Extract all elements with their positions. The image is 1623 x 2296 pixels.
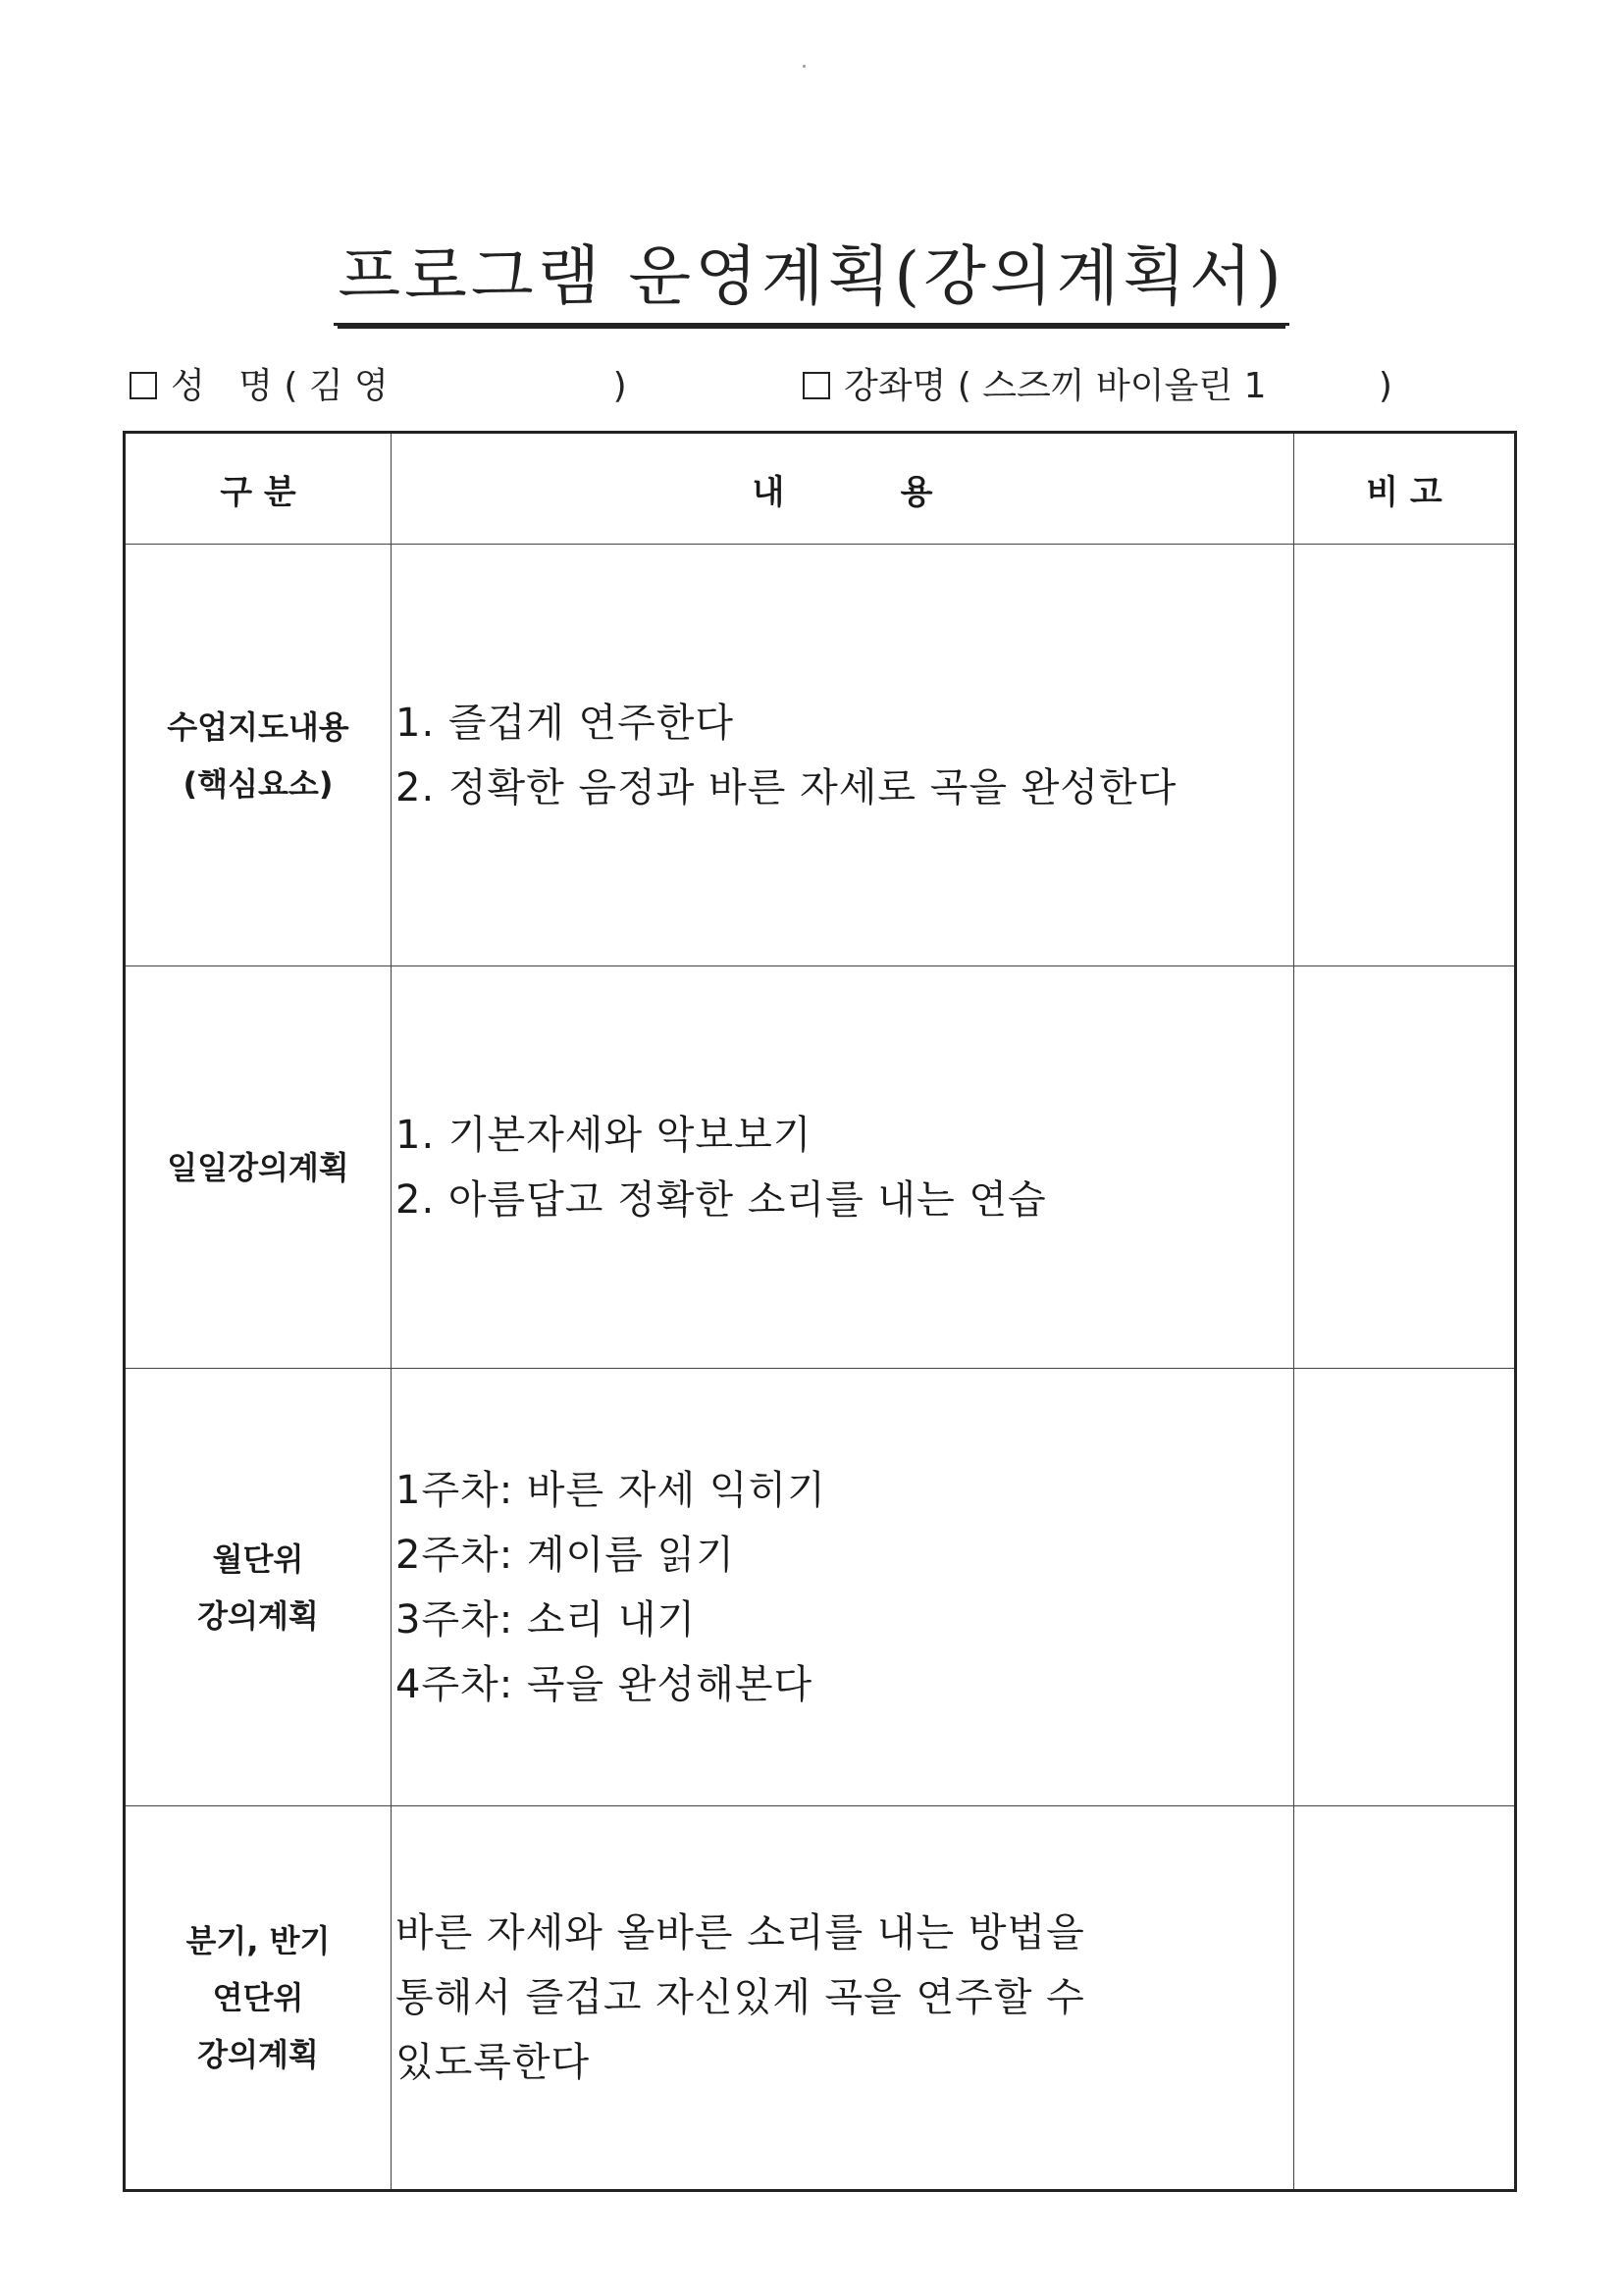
content-line: 바른 자세와 올바른 소리를 내는 방법을: [395, 1910, 1085, 1956]
row-label: [125, 966, 392, 1369]
table-row: [125, 1369, 1516, 1806]
row-content: [392, 1806, 1294, 2191]
row-label: [125, 1369, 392, 1806]
row-label-line: (핵심요소): [183, 764, 334, 803]
content-line: 2. 아름답고 정확한 소리를 내는 연습: [395, 1176, 1047, 1223]
checkbox-icon[interactable]: [130, 372, 157, 399]
table-row: [125, 1806, 1516, 2191]
page-title-text: 프로그램 운영계획(강의계획서): [334, 224, 1288, 326]
row-remarks: [1294, 1806, 1516, 2191]
scan-speck: [803, 65, 806, 68]
content-line: 2주차: 계이름 읽기: [395, 1532, 735, 1578]
row-content: [392, 545, 1294, 966]
instructor-name-text: 성 명 ( 김 영 ): [171, 366, 627, 406]
header-content: 내 용: [392, 433, 1294, 545]
row-label: [125, 1806, 392, 2191]
row-content: [392, 1369, 1294, 1806]
page-title: [0, 224, 1623, 326]
row-remarks: [1294, 966, 1516, 1369]
row-label-line: 일일강의계획: [167, 1148, 349, 1186]
content-line: 3주차: 소리 내기: [395, 1596, 697, 1643]
course-name-row: [803, 358, 1392, 408]
content-line: 1주차: 바른 자세 익히기: [395, 1467, 826, 1513]
content-line: 2. 정확한 음정과 바른 자세로 곡을 완성한다: [395, 764, 1178, 810]
row-label-line: 분기, 반기: [185, 1922, 331, 1959]
course-name-text: 강좌명 ( 스즈끼 바이올린 1 ): [844, 366, 1392, 406]
row-remarks: [1294, 1369, 1516, 1806]
content-line: 1. 즐겁게 연주한다: [395, 700, 735, 746]
header-category: 구 분: [125, 433, 392, 545]
content-line: 있도록한다: [395, 2040, 591, 2085]
row-label-line: 연단위: [212, 1979, 304, 2016]
row-label-line: 강의계획: [197, 2036, 319, 2073]
lecture-plan-table: [123, 431, 1517, 2192]
row-label-line: 수업지도내용: [167, 707, 349, 746]
table-row: [125, 966, 1516, 1369]
table-header-row: [125, 433, 1516, 545]
content-line: 4주차: 곡을 완성해본다: [395, 1661, 813, 1707]
row-label: [125, 545, 392, 966]
table-row: [125, 545, 1516, 966]
row-label-line: 월단위: [212, 1539, 304, 1578]
checkbox-icon[interactable]: [803, 372, 830, 399]
row-label-line: 강의계획: [197, 1596, 319, 1635]
content-line: 통해서 즐겁고 자신있게 곡을 연주할 수: [395, 1975, 1085, 2020]
row-content: [392, 966, 1294, 1369]
instructor-name-row: [130, 358, 627, 408]
row-remarks: [1294, 545, 1516, 966]
content-line: 1. 기본자세와 악보보기: [395, 1112, 812, 1158]
header-remarks: 비 고: [1294, 433, 1516, 545]
